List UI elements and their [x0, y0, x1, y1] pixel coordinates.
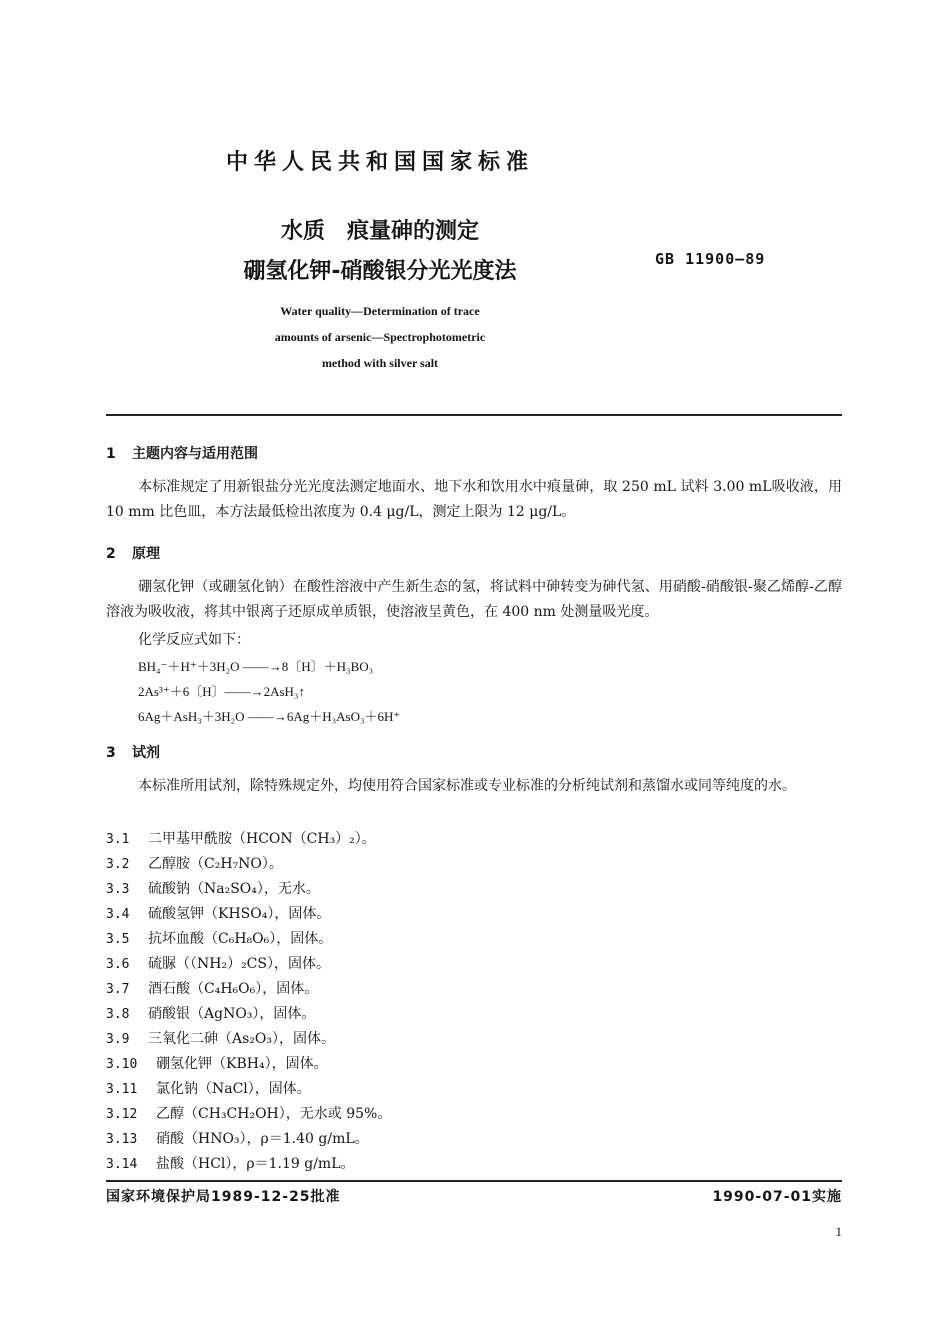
page-number: 1 [835, 1224, 842, 1239]
section-number: 2 [106, 546, 116, 562]
reagent-item: 3.13 硝酸（HNO₃），ρ＝1.40 g/mL。 [106, 1131, 369, 1147]
section-title: 原理 [132, 546, 160, 562]
formula-intro: 化学反应式如下： [138, 632, 250, 648]
english-title-line-3: method with silver salt [321, 356, 439, 370]
reagent-item: 3.1 二甲基甲酰胺（HCON（CH₃）₂）。 [106, 831, 376, 847]
header-divider [106, 414, 842, 416]
reagent-item: 3.2 乙醇胺（C₂H₇NO）。 [106, 856, 283, 872]
footer-divider [106, 1180, 842, 1182]
national-standard-heading: 中华人民共和国国家标准 [225, 150, 534, 175]
equation-3: 6Ag＋AsH₃＋3H₂O ——→6Ag＋H₃AsO₃＋6H⁺ [138, 709, 401, 724]
reagent-item: 3.4 硫酸氢钾（KHSO₄），固体。 [106, 906, 331, 922]
reagent-item: 3.5 抗坏血酸（C₆H₈O₆），固体。 [106, 931, 333, 947]
english-title-line-2: amounts of arsenic—Spectrophotometric [274, 330, 486, 344]
equation-2: 2As³⁺＋6〔H〕——→2AsH₃↑ [138, 684, 305, 699]
reagent-item: 3.8 硝酸银（AgNO₃），固体。 [106, 1006, 316, 1022]
document-title-line-1: 水质 痕量砷的测定 [280, 219, 479, 244]
section-1-body [106, 475, 842, 525]
paragraph-text: 本标准所用试剂，除特殊规定外，均使用符合国家标准或专业标准的分析纯试剂和蒸馏水或同等纯度的水。 [138, 778, 796, 794]
equation-1: BH₄⁻＋H⁺＋3H₂O ——→8〔H〕＋H₃BO₃ [138, 659, 374, 674]
reagent-item: 3.12 乙醇（CH₃CH₂OH），无水或 95%。 [106, 1106, 392, 1122]
document-title-line-2: 硼氢化钾-硝酸银分光光度法 [243, 259, 517, 284]
reagent-item: 3.11 氯化钠（NaCl），固体。 [106, 1081, 311, 1097]
effective-date: 1990-07-01实施 [712, 1189, 842, 1205]
reagent-item: 3.14 盐酸（HCl），ρ＝1.19 g/mL。 [106, 1156, 355, 1172]
reagent-item: 3.10 硼氢化钾（KBH₄），固体。 [106, 1056, 328, 1072]
paragraph-text: 硼氢化钾（或硼氢化钠）在酸性溶液中产生新生态的氢，将试料中砷转变为砷代氢、用硝酸-硝酸银-聚乙烯醇-乙醇溶液为吸收液，将其中银离子还原成单质银，使溶液呈黄色，在 400 nm 处测量吸光度。 [106, 579, 842, 620]
reagent-item: 3.7 酒石酸（C₄H₆O₆），固体。 [106, 981, 319, 997]
section-number: 3 [106, 745, 116, 761]
english-title-line-1: Water quality—Determination of trace [280, 304, 480, 318]
section-2-heading [106, 543, 160, 563]
standard-code: GB 11900—89 [655, 250, 766, 268]
reagent-item: 3.3 硫酸钠（Na₂SO₄），无水。 [106, 881, 320, 897]
section-number: 1 [106, 446, 116, 462]
paragraph-text: 本标准规定了用新银盐分光光度法测定地面水、地下水和饮用水中痕量砷，取 250 mL 试料 3.00 mL吸收液，用 10 mm 比色皿，本方法最低检出浓度为 0.4 μg/L，测定上限为 12 μg/L。 [106, 479, 842, 520]
section-1-heading [106, 443, 258, 463]
section-2-body [106, 575, 842, 625]
reagent-item: 3.9 三氧化二砷（As₂O₃），固体。 [106, 1031, 335, 1047]
section-title: 主题内容与适用范围 [132, 446, 258, 462]
approval-date: 国家环境保护局1989-12-25批准 [106, 1189, 341, 1205]
section-3-heading [106, 742, 160, 762]
reagent-item: 3.6 硫脲（（NH₂）₂CS），固体。 [106, 956, 330, 972]
section-3-body [106, 774, 842, 799]
section-title: 试剂 [132, 745, 160, 761]
